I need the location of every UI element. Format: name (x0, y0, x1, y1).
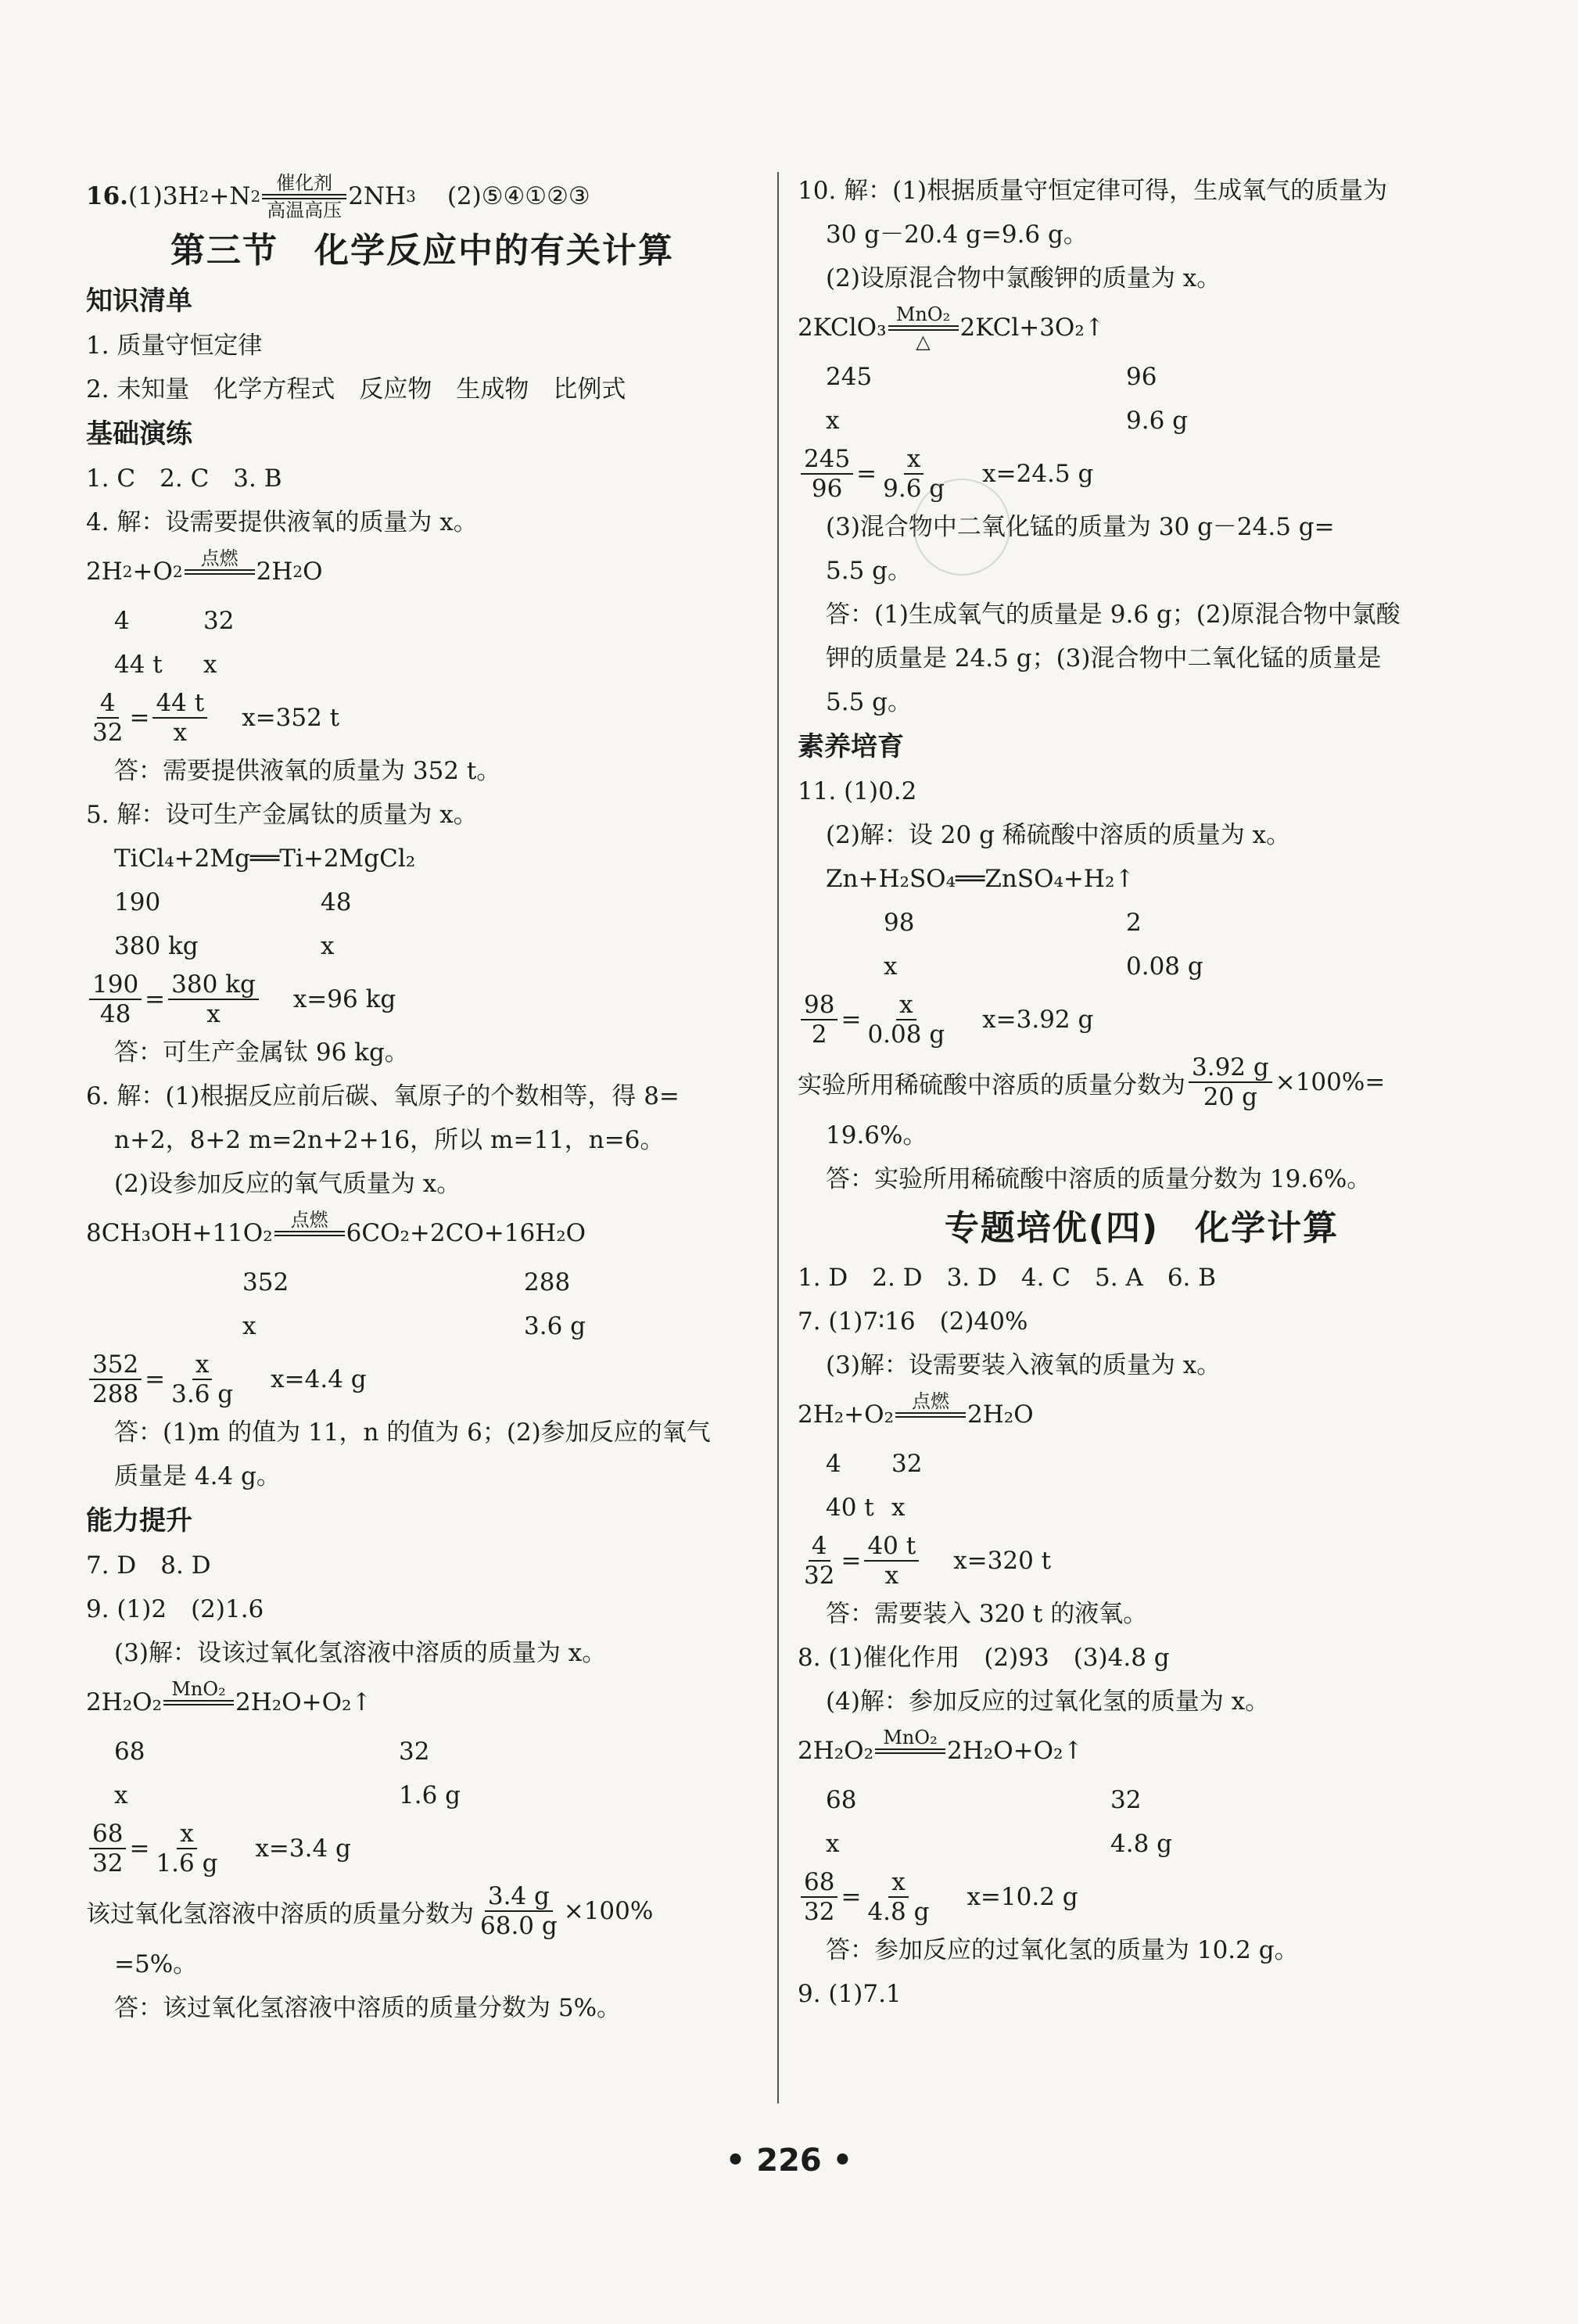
q10-equation: 2KClO₃ MnO₂ △ 2KCl+3O₂↑ (798, 303, 1105, 353)
q6-answer-2: 质量是 4.4 g。 (114, 1462, 281, 1490)
q4-condition: 点燃 (185, 549, 255, 595)
q11-ratio-row-2: x 0.08 g (884, 952, 1203, 981)
q9-equation: 2H₂O₂ MnO₂ 2H₂O+O₂↑ (86, 1675, 759, 1730)
knowledge-item-2: 2. 未知量 化学方程式 反应物 生成物 比例式 (86, 375, 626, 403)
q9-answer: 答：该过氧化氢溶液中溶质的质量分数为 5%。 (114, 1994, 622, 2022)
q7-equation: 2H₂+O₂ 点燃 2H₂O (798, 1387, 1486, 1442)
q10-ratio-row-2: x 9.6 g (826, 407, 1188, 435)
q10-line-2: 30 g－20.4 g=9.6 g。 (826, 221, 1088, 249)
q11-answer: 答：实验所用稀硫酸中溶质的质量分数为 19.6%。 (826, 1165, 1372, 1193)
q10-answer-1: 答：(1)生成氧气的质量是 9.6 g；(2)原混合物中氯酸 (826, 601, 1400, 629)
q10-line-5: 5.5 g。 (826, 557, 912, 585)
q6-answer-1: 答：(1)m 的值为 11，n 的值为 6；(2)参加反应的氧气 (114, 1418, 711, 1447)
q4-ratio-row-2: 44 t x (114, 651, 217, 679)
q6-line-1: 6. 解：(1)根据反应前后碳、氧原子的个数相等，得 8= (86, 1082, 680, 1110)
q8-equation: 2H₂O₂ MnO₂ 2H₂O+O₂↑ (798, 1723, 1486, 1778)
q9-line-1: 9. (1)2 (2)1.6 (86, 1595, 264, 1623)
q4-intro: 4. 解：设需要提供液氧的质量为 x。 (86, 508, 478, 536)
q6-line-2: n+2，8+2 m=2n+2+16，所以 m=11，n=6。 (114, 1126, 665, 1154)
q8-line-2: (4)解：参加反应的过氧化氢的质量为 x。 (826, 1687, 1270, 1716)
q10-proportion: $\frac{245}{96}$ = $\frac{x}{9.6 g}$ x=24.5 g (798, 443, 1486, 505)
q5-answer: 答：可生产金属钛 96 kg。 (114, 1038, 409, 1067)
q7-condition: 点燃 (895, 1392, 966, 1438)
q7-ratio-row-1: 4 32 (826, 1450, 923, 1478)
q9-line-2: (3)解：设该过氧化氢溶液中溶质的质量为 x。 (114, 1639, 607, 1667)
q6-equation: 8CH₃OH+11O₂ 点燃 6CO₂+2CO+16H₂O (86, 1206, 759, 1261)
q8-line-1: 8. (1)催化作用 (2)93 (3)4.8 g (798, 1644, 1170, 1672)
q10-line-1: 10. 解：(1)根据质量守恒定律可得，生成氧气的质量为 (798, 177, 1388, 205)
q11-ratio-row-1: 98 2 (884, 909, 1142, 937)
page-number: • 226 • (725, 2143, 853, 2179)
q4-proportion: $\frac{4}{32}$ = $\frac{44 t}{x}$ x=352 t (92, 689, 340, 747)
q11-percentage: 实验所用稀硫酸中溶质的质量分数为 $\frac{3.92 g}{20 g}$ ×100%= (798, 1053, 1386, 1111)
q7-line-2: (3)解：设需要装入液氧的质量为 x。 (826, 1351, 1221, 1379)
q11-proportion: $\frac{98}{2}$ = $\frac{x}{0.08 g}$ x=3.92 g (798, 988, 1486, 1051)
q9-percentage-result: =5%。 (114, 1950, 198, 1978)
q4-answer: 答：需要提供液氧的质量为 352 t。 (114, 757, 501, 785)
q7-line-1: 7. (1)7∶16 (2)40% (798, 1307, 1028, 1336)
q16-part-d: (2)⑤④①②③ (447, 182, 590, 210)
basic-heading: 基础演练 (86, 418, 192, 450)
q5-proportion: $\frac{190}{48}$ = $\frac{380 kg}{x}$ x=96 kg (86, 968, 759, 1031)
q8-ratio-row-1: 68 32 (826, 1786, 1142, 1814)
q6-ratio-row-2: x 3.6 g (242, 1312, 586, 1340)
q10-line-4: (3)混合物中二氧化锰的质量为 30 g－24.5 g= (826, 513, 1335, 541)
q16-condition: 催化剂 高温高压 (262, 174, 346, 220)
q10-answer-2: 钾的质量是 24.5 g；(3)混合物中二氧化锰的质量是 (826, 644, 1382, 672)
q9-ratio-row-2: x 1.6 g (114, 1781, 461, 1809)
q10-answer-3: 5.5 g。 (826, 688, 912, 716)
topic-title: 专题培优(四) 化学计算 (944, 1208, 1340, 1248)
q6-proportion: $\frac{352}{288}$ = $\frac{x}{3.6 g}$ x=4.4 g (86, 1348, 759, 1411)
q9-ratio-row-1: 68 32 (114, 1738, 430, 1766)
ability-answers-7-8: 7. D 8. D (86, 1551, 211, 1580)
q5-ratio-row-1: 190 48 (114, 888, 352, 916)
q11-line-2: (2)解：设 20 g 稀硫酸中溶质的质量为 x。 (826, 821, 1291, 849)
section-title: 第三节 化学反应中的有关计算 (170, 231, 674, 271)
q8-condition: MnO₂ (875, 1728, 945, 1774)
q8-proportion: $\frac{68}{32}$ = $\frac{x}{4.8 g}$ x=10.2 g (798, 1866, 1486, 1928)
knowledge-heading: 知识清单 (86, 285, 192, 317)
q9-proportion: $\frac{68}{32}$ = $\frac{x}{1.6 g}$ x=3.4 g (86, 1817, 759, 1880)
q7-ratio-row-2: 40 t x (826, 1494, 906, 1522)
ability-heading: 能力提升 (86, 1505, 192, 1537)
q8-answer: 答：参加反应的过氧化氢的质量为 10.2 g。 (826, 1936, 1299, 1964)
q10-ratio-row-1: 245 96 (826, 363, 1157, 391)
q9-percentage: 该过氧化氢溶液中溶质的质量分数为 $\frac{3.4 g}{68.0 g}$ ×100% (86, 1882, 654, 1940)
q6-line-3: (2)设参加反应的氧气质量为 x。 (114, 1170, 461, 1198)
right-column (798, 169, 1486, 2016)
watermark-stamp (913, 479, 1010, 576)
q16-number: 16. (86, 182, 128, 210)
q10-line-3: (2)设原混合物中氯酸钾的质量为 x。 (826, 264, 1221, 292)
q5-ratio-row-2: 380 kg x (114, 932, 335, 960)
q16-part-a: (1)3H (127, 182, 199, 210)
basic-answers-1-3: 1. C 2. C 3. B (86, 464, 282, 493)
topic-answers-1-6: 1. D 2. D 3. D 4. C 5. A 6. B (798, 1264, 1217, 1292)
left-column (86, 169, 759, 2030)
q16-line: 16. (1)3H 2 +N 2 催化剂 高温高压 2NH 3 (2)⑤④①②③ (86, 171, 590, 221)
q5-equation: TiCl₄+2Mg══Ti+2MgCl₂ (114, 845, 416, 873)
q16-part-c: 2NH (348, 182, 407, 210)
q7-answer: 答：需要装入 320 t 的液氧。 (826, 1600, 1148, 1628)
q11-equation: Zn+H₂SO₄══ZnSO₄+H₂↑ (826, 865, 1135, 893)
column-divider (777, 172, 779, 2103)
q6-ratio-row-1: 352 288 (242, 1268, 571, 1296)
knowledge-item-1: 1. 质量守恒定律 (86, 332, 263, 360)
q8-ratio-row-2: x 4.8 g (826, 1830, 1172, 1858)
q11-line-1: 11. (1)0.2 (798, 777, 917, 805)
q6-condition: 点燃 (274, 1210, 345, 1257)
q9b-line: 9. (1)7.1 (798, 1980, 902, 2008)
q5-intro: 5. 解：设可生产金属钛的质量为 x。 (86, 801, 478, 829)
q16-part-b: +N (209, 182, 251, 210)
q11-percentage-result: 19.6%。 (826, 1121, 927, 1149)
literacy-heading: 素养培育 (798, 731, 904, 762)
q4-equation: 2H 2 +O 2 点燃 2H 2 O (86, 544, 759, 599)
q9-condition: MnO₂ (163, 1680, 234, 1726)
q7-proportion: $\frac{4}{32}$ = $\frac{40 t}{x}$ x=320 t (804, 1532, 1052, 1590)
q4-ratio-row-1: 4 32 (114, 607, 235, 635)
q10-condition: MnO₂ △ (888, 305, 959, 351)
